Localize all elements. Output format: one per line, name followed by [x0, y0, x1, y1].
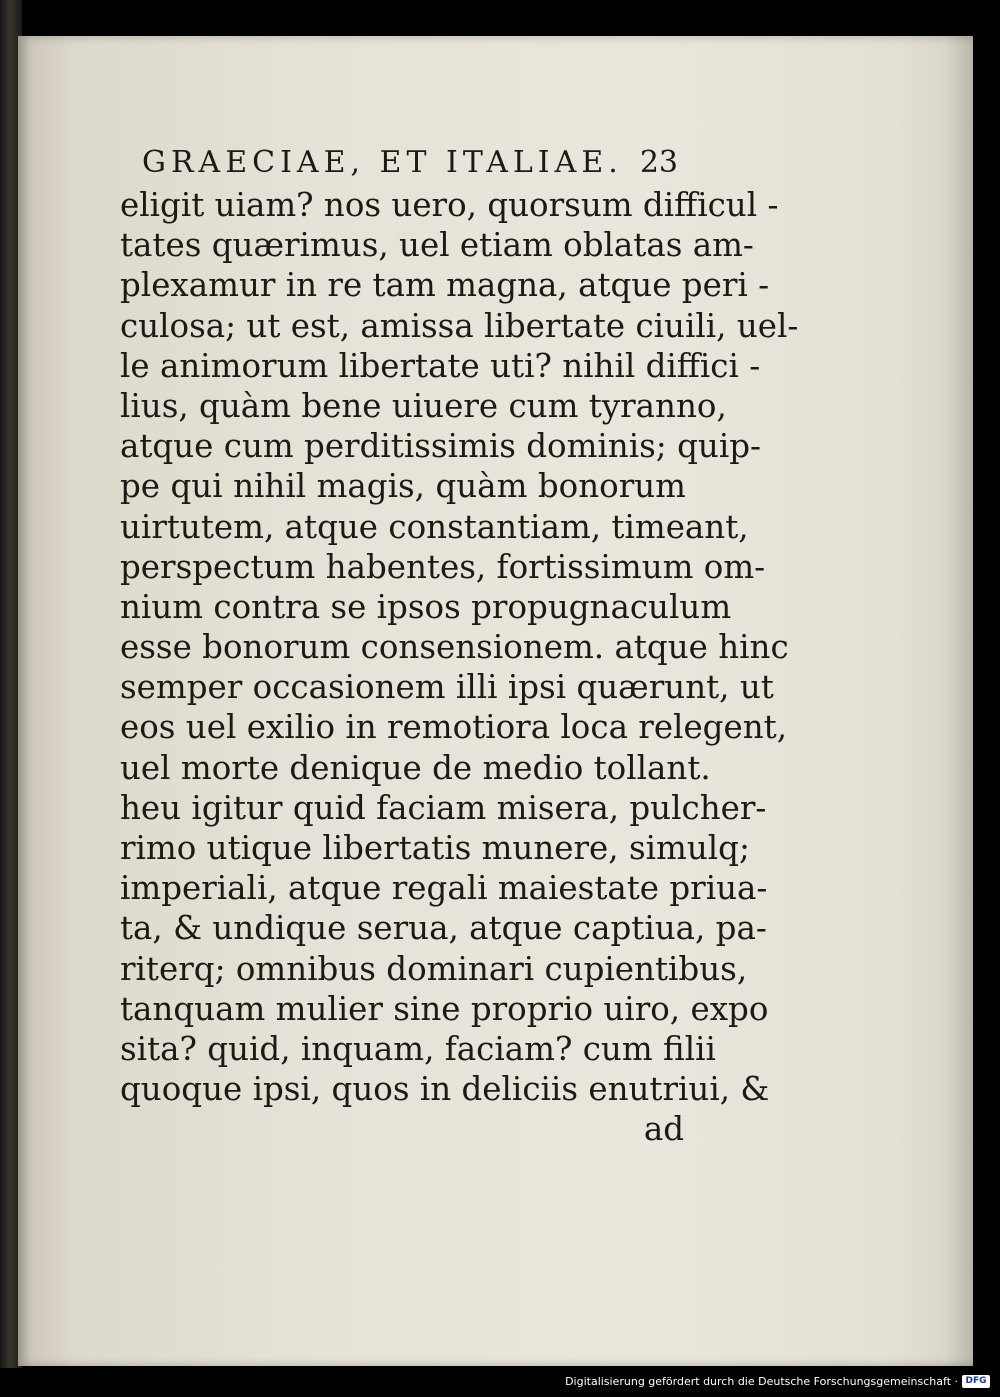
text-line: pe qui nihil magis, quàm bonorum	[120, 467, 686, 506]
text-line: ta, & undique serua, atque captiua, pa-	[120, 909, 767, 948]
text-line: imperiali, atque regali maiestate priua-	[120, 869, 768, 908]
text-line: heu igitur quid faciam misera, pulcher-	[120, 788, 767, 827]
text-line: nium contra se ipsos propugnaculum	[120, 587, 732, 626]
page-text-block	[120, 141, 799, 1150]
text-line: atque cum perditissimis dominis; quip-	[120, 427, 762, 466]
text-line: tates quærimus, uel etiam oblatas am-	[120, 226, 754, 265]
text-line: rimo utique libertatis munere, simulq;	[120, 829, 750, 867]
page-header	[120, 141, 686, 185]
text-line: perspectum habentes, fortissimum om-	[120, 547, 766, 586]
page-number: 23	[639, 145, 678, 180]
text-line: esse bonorum consensionem. atque hinc	[120, 628, 789, 667]
dfg-logo-icon: DFG	[962, 1375, 990, 1388]
text-line: semper occasionem illi ipsi quærunt, ut	[120, 668, 774, 707]
text-line: quoque ipsi, quos in deliciis enutriui, &	[120, 1070, 770, 1109]
running-head: GRAECIAE, ET ITALIAE.	[142, 145, 623, 180]
text-line: riterq; omnibus dominari cupientibus,	[120, 949, 748, 988]
footer-credit: Digitalisierung gefördert durch die Deutsche Forschungsgemeinschaft ·	[565, 1375, 958, 1388]
text-line: le animorum libertate uti? nihil diffici -	[120, 346, 761, 385]
text-line: lius, quàm bene uiuere cum tyranno,	[120, 386, 727, 425]
catchword: ad	[643, 1110, 684, 1149]
text-line: uirtutem, atque constantiam, timeant,	[120, 507, 749, 546]
text-line: tanquam mulier sine proprio uiro, expo	[120, 989, 769, 1028]
page-edge-shadow	[945, 36, 973, 1366]
text-line: sita? quid, inquam, faciam? cum filii	[120, 1029, 716, 1068]
text-line: culosa; ut est, amissa libertate ciuili, uel-	[120, 306, 799, 345]
text-line: eligit uiam? nos uero, quorsum difficul -	[120, 186, 779, 224]
text-line: plexamur in re tam magna, atque peri -	[120, 266, 770, 305]
text-line: uel morte denique de medio tollant.	[120, 748, 711, 787]
text-line: eos uel exilio in remotiora loca relegent,	[120, 708, 788, 747]
